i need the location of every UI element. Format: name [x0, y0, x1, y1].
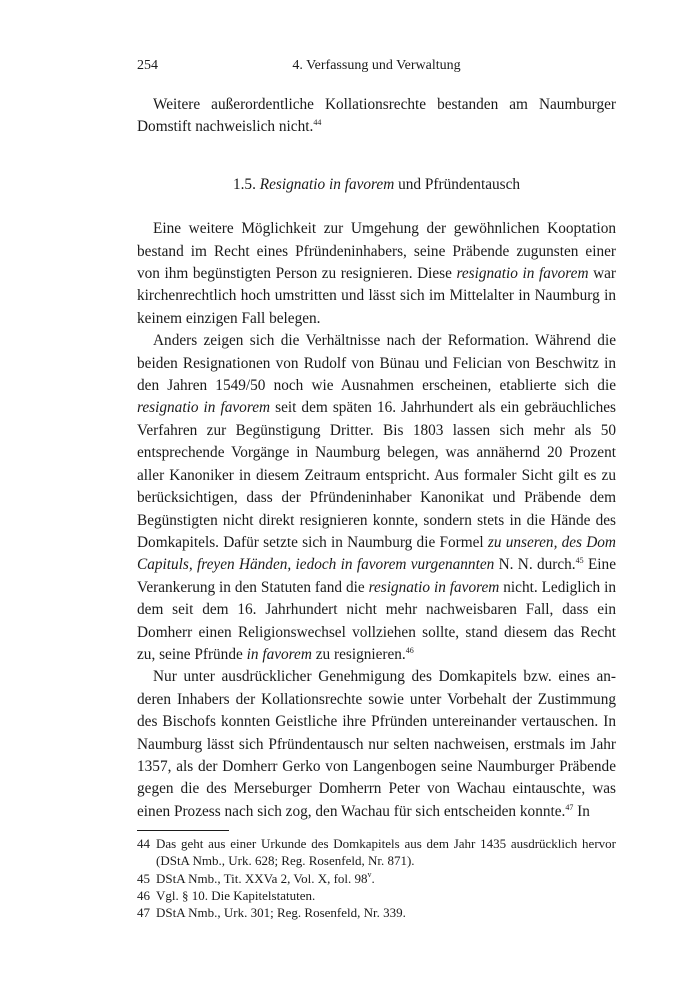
- paragraph-2: [137, 218, 616, 330]
- footnote: [137, 835, 616, 869]
- footnote-ref-44[interactable]: 44: [313, 118, 322, 128]
- paragraph-1: [137, 94, 616, 139]
- text-run: Weitere außerordentliche Kollationsrechte bestanden am Naumburger Domstift nachweislich nicht.: [137, 96, 616, 136]
- footnote-text-run: .: [371, 870, 375, 886]
- section-title-rest: und Pfründentausch: [398, 175, 521, 193]
- text-run: In: [573, 802, 590, 820]
- footnote-number: 46: [137, 887, 150, 903]
- footnote-text: DStA Nmb., Urk. 301; Reg. Rosenfeld, Nr. 339.: [156, 905, 406, 920]
- paragraph-3: [137, 330, 616, 666]
- running-head: [137, 58, 616, 80]
- book-page: [137, 58, 616, 921]
- footnote-separator: [137, 830, 229, 831]
- section-number: 1.5.: [232, 175, 256, 193]
- footnote-text: Vgl. § 10. Die Kapitelstatuten.: [156, 887, 316, 903]
- italic-term: resignatio in favorem: [368, 578, 500, 596]
- text-run: seit dem späten 16. Jahrhundert als ein gebräuchliches Verfahren zur Begünstigung Dritter. Bis 1803 lassen sich mehr als 50 entsprechende Vorgänge in Naumburg belegen, was annähernd 20 Prozent aller Kanoniker in diesem Zeitraum entspricht. Aus formaler Sicht gilt es zu berücksichtigen, dass der Pfründeninhaber Kanonikat und Präbende dem Begünstigten nicht direkt resignieren konnte, sondern stets in die Hände des Domkapitels. Dafür setzte sich in Naumburg die Formel: [137, 399, 616, 551]
- text-run: nicht. Lediglich in dem seit dem 16. Jahrhundert nicht mehr nachweisbaren Fall, dass ein Domherr einen Religionswechsel vollziehen sollte, stand diesem das Recht zu, seine Pfründe: [137, 578, 616, 663]
- footnote-number: 44: [137, 836, 150, 852]
- text-run: zu resignieren.: [311, 645, 406, 663]
- footnote-number: 45: [137, 870, 150, 886]
- footnote-text-run: DStA Nmb., Tit. XXVa 2, Vol. X, fol. 98: [156, 870, 368, 886]
- italic-term: resignatio in favorem: [456, 265, 589, 283]
- section-heading: [137, 174, 616, 196]
- footnote-number: 47: [137, 905, 150, 920]
- text-run: N. N. durch.: [494, 556, 576, 574]
- footnote-text: Das geht aus einer Urkunde des Domkapitels aus dem Jahr 1435 ausdrücklich hervor (DStA Nmb., Urk. 628; Reg. Rosenfeld, Nr. 871).: [156, 836, 616, 869]
- page-number: 254: [137, 58, 158, 73]
- paragraph-4: [137, 666, 616, 823]
- text-run: Eine weitere Möglichkeit zur Umgehung der gewöhnlichen Kooptation bestand im Recht eines Pfründeninhabers, seine Präbende zugunsten einer von ihm begünstigten Person zu resignieren. Diese: [137, 220, 616, 283]
- footnote-ref-45[interactable]: 45: [575, 556, 584, 566]
- footnote: [137, 870, 616, 887]
- italic-term: in favorem: [246, 645, 312, 663]
- section-title-italic: Resignatio in favorem: [259, 175, 395, 193]
- italic-term: resignatio in favorem: [137, 399, 271, 417]
- footnote-ref-47[interactable]: 47: [565, 802, 574, 812]
- footnote-text: [156, 870, 616, 887]
- text-run: Eine Verankerung in den Statuten fand die: [137, 556, 616, 596]
- footnote: [137, 887, 616, 904]
- chapter-title: 4. Verfassung und Verwaltung: [292, 58, 461, 73]
- text-run: Nur unter ausdrücklicher Genehmigung des Domkapitels bzw. eines anderen Inhabers der Kollationsrechte sowie unter Vorbehalt der Zustimmung des Bischofs konnten Geistliche ihre Pfründen untereinander vertauschen. In Naumburg lässt sich Pfründentausch nur selten nachweisen, erstmals im Jahr 1357, als der Domherr Gerko von Langenbogen seine Naumburger Präbende gegen die des Merseburger Domherrn Peter von Wachau eintauschte, was einen Prozess nach sich zog, den Wachau für sich entscheiden konnte.: [137, 668, 616, 820]
- text-run: Anders zeigen sich die Verhältnisse nach der Reformation. Während die beiden Resignationen von Rudolf von Bünau und Felician von Beschwitz in den Jahren 1549/50 noch wie Ausnahmen erscheinen, etablierte sich die: [137, 332, 616, 395]
- folio-verso-mark: v: [367, 869, 372, 879]
- footnote-ref-46[interactable]: 46: [405, 645, 414, 655]
- footnote: [137, 904, 616, 921]
- italic-quote: zu unseren, des Dom Capituls, freyen Händen, iedoch in favorem vurgenannten: [137, 533, 616, 574]
- text-run: war kirchenrechtlich hoch umstritten und lässt sich im Mittelalter in Naumburg in keinem einzigen Fall belegen.: [137, 265, 616, 327]
